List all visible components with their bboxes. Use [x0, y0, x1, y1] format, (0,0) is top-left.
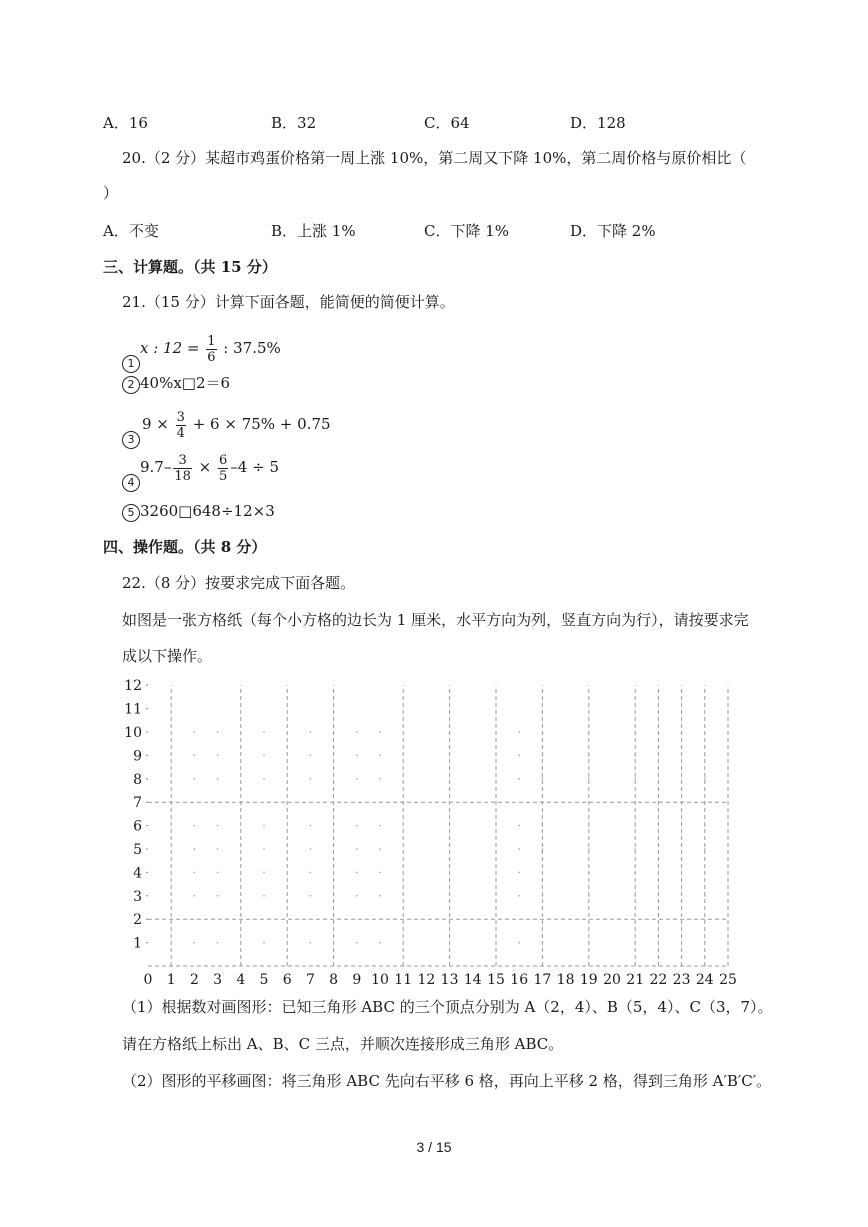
q20-option-c: C．下降 1%: [424, 222, 510, 240]
grid-dot: [356, 755, 358, 757]
grid-dot: [588, 848, 590, 850]
grid-dot: [263, 755, 265, 757]
y-tick-label: 1: [133, 935, 142, 952]
grid-dot: [217, 848, 219, 850]
y-tick-label: 3: [133, 888, 142, 905]
x-tick-label: 13: [440, 972, 459, 988]
q21-item-2: 2 40%x□2＝6: [122, 373, 230, 394]
grid-dot: [310, 825, 312, 827]
x-tick-label: 25: [719, 972, 737, 988]
grid-dot: [634, 755, 636, 757]
grid-dot: [634, 848, 636, 850]
q19-option-a: A．16: [103, 114, 148, 132]
grid-dot: [518, 731, 520, 733]
grid-dot: [217, 872, 219, 874]
grid-dot: [217, 755, 219, 757]
x-tick-label: 11: [394, 972, 413, 988]
x-tick-label: 7: [305, 972, 315, 988]
grid-dot: [194, 895, 196, 897]
grid-dot: [310, 895, 312, 897]
grid-dot: [310, 942, 312, 944]
grid-dot: [634, 942, 636, 944]
grid-dot: [542, 755, 544, 757]
grid-dot: [588, 778, 590, 780]
grid-dot: [518, 872, 520, 874]
grid-dot: [704, 825, 706, 827]
grid-dot: [263, 731, 265, 733]
grid-dot: [588, 872, 590, 874]
grid-dot: [542, 778, 544, 780]
y-tick-label: 4: [133, 865, 142, 882]
grid-dot: [356, 848, 358, 850]
grid-dot: [542, 872, 544, 874]
x-tick-label: 20: [603, 972, 621, 988]
x-tick-label: 16: [510, 972, 529, 988]
x-tick-label: 0: [143, 972, 153, 988]
q20-option-a: A．不变: [103, 222, 159, 240]
grid-dot: [194, 825, 196, 827]
x-tick-label: 2: [189, 972, 199, 988]
q19-option-c: C．64: [424, 114, 470, 132]
section-3-heading: 三、计算题。（共 15 分）: [103, 258, 277, 276]
q20-option-d: D．下降 2%: [570, 222, 656, 240]
grid-dot: [217, 778, 219, 780]
grid-paper-figure: [110, 676, 750, 988]
grid-dot: [542, 731, 544, 733]
grid-dot: [356, 778, 358, 780]
grid-dot: [379, 942, 381, 944]
grid-dot: [194, 755, 196, 757]
q22-stem: 22.（8 分）按要求完成下面各题。: [122, 574, 356, 592]
x-tick-label: 14: [463, 972, 482, 988]
grid-dot: [194, 731, 196, 733]
grid-dot: [194, 942, 196, 944]
y-tick-label: 9: [133, 748, 142, 765]
grid-dot: [588, 825, 590, 827]
circled-number: 3: [122, 431, 140, 449]
q21-item-4: 49.7– $\frac{3}{18}$ × $\frac{6}{5}$ –4 ÷ 5: [122, 450, 279, 492]
q21-stem: 21.（15 分）计算下面各题，能简便的简便计算。: [122, 293, 455, 311]
q22-part-1-line-1: （1）根据数对画图形：已知三角形 ABC 的三个顶点分别为 A（2，4）、B（5，4）、C（3，7）。: [122, 998, 773, 1016]
grid-dot: [356, 731, 358, 733]
grid-dot: [634, 872, 636, 874]
grid-dot: [634, 825, 636, 827]
grid-dot: [588, 731, 590, 733]
q20-option-b: B．上涨 1%: [271, 222, 356, 240]
grid-dot: [263, 872, 265, 874]
grid-dot: [542, 942, 544, 944]
grid-dot: [588, 895, 590, 897]
q22-part-2: （2）图形的平移画图：将三角形 ABC 先向右平移 6 格，再向上平移 2 格，得到三角形 A′B′C′。: [122, 1072, 772, 1090]
page-number: 3 / 15: [416, 1139, 452, 1155]
grid-dot: [379, 778, 381, 780]
q22-description-line-1: 如图是一张方格纸（每个小方格的边长为 1 厘米，水平方向为列，竖直方向为行），请按要求完: [122, 611, 749, 629]
x-tick-label: 15: [487, 972, 505, 988]
grid-dot: [518, 942, 520, 944]
x-tick-label: 17: [533, 972, 552, 988]
grid-dot: [704, 848, 706, 850]
x-tick-label: 22: [649, 972, 668, 988]
grid-dot: [356, 825, 358, 827]
grid-dot: [518, 895, 520, 897]
grid-dot: [379, 731, 381, 733]
grid-dot: [194, 848, 196, 850]
grid-dot: [194, 872, 196, 874]
grid-dot: [704, 755, 706, 757]
grid-dot: [379, 872, 381, 874]
grid-dot: [704, 872, 706, 874]
grid-dot: [379, 848, 381, 850]
grid-dot: [263, 942, 265, 944]
x-tick-label: 5: [259, 972, 269, 988]
grid-dot: [704, 895, 706, 897]
grid-dot: [379, 755, 381, 757]
grid-dot: [518, 848, 520, 850]
q22-part-1-line-2: 请在方格纸上标出 A、B、C 三点，并顺次连接形成三角形 ABC。: [122, 1035, 564, 1053]
grid-dot: [356, 872, 358, 874]
grid-dot: [217, 942, 219, 944]
grid-dot: [356, 895, 358, 897]
grid-dot: [310, 872, 312, 874]
grid-dot: [588, 755, 590, 757]
grid-dot: [379, 825, 381, 827]
x-tick-label: 19: [579, 972, 598, 988]
grid-dot: [379, 895, 381, 897]
y-tick-label: 11: [124, 701, 142, 718]
grid-dot: [310, 731, 312, 733]
grid-dot: [518, 755, 520, 757]
circled-number: 2: [122, 376, 140, 394]
section-4-heading: 四、操作题。（共 8 分）: [103, 538, 267, 556]
grid-dot: [518, 778, 520, 780]
grid-dot: [518, 825, 520, 827]
x-tick-label: 23: [672, 972, 691, 988]
circled-number: 5: [122, 504, 140, 522]
y-tick-label: 6: [133, 818, 142, 835]
q21-item-3: 39 × $\frac{3}{4}$ + 6 × 75% + 0.75: [122, 407, 331, 449]
grid-dot: [217, 895, 219, 897]
grid-dot: [194, 778, 196, 780]
grid-dot: [217, 731, 219, 733]
circled-number: 4: [122, 474, 140, 492]
q20-stem: 20.（2 分）某超市鸡蛋价格第一周上涨 10%，第二周又下降 10%，第二周价格与原价相比（: [122, 149, 747, 167]
grid-dot: [588, 942, 590, 944]
x-tick-label: 21: [626, 972, 645, 988]
grid-dot: [634, 895, 636, 897]
grid-dot: [542, 848, 544, 850]
x-tick-label: 9: [352, 972, 362, 988]
q22-description-line-2: 成以下操作。: [122, 647, 213, 665]
grid-dot: [356, 942, 358, 944]
grid-dot: [634, 731, 636, 733]
x-tick-label: 3: [213, 972, 223, 988]
grid-dot: [704, 942, 706, 944]
x-tick-label: 24: [695, 972, 714, 988]
q19-option-b: B．32: [271, 114, 317, 132]
x-tick-label: 8: [329, 972, 339, 988]
x-tick-label: 4: [236, 972, 246, 988]
y-tick-label: 2: [133, 912, 142, 929]
grid-dot: [704, 731, 706, 733]
grid-dot: [310, 778, 312, 780]
x-tick-label: 10: [371, 972, 389, 988]
grid-dot: [310, 848, 312, 850]
y-tick-label: 8: [133, 771, 142, 788]
q19-option-d: D．128: [570, 114, 626, 132]
grid-dot: [634, 778, 636, 780]
q21-item-1: 1x : 12 = $\frac{1}{6}$ : 37.5%: [122, 331, 281, 373]
grid-dot: [263, 848, 265, 850]
y-tick-label: 12: [124, 678, 142, 695]
grid-dot: [263, 895, 265, 897]
x-tick-label: 6: [282, 972, 292, 988]
q20-stem-end: ）: [103, 184, 119, 202]
grid-dot: [310, 755, 312, 757]
grid-dot: [704, 778, 706, 780]
grid-dot: [263, 825, 265, 827]
grid-dot: [542, 825, 544, 827]
x-tick-label: 18: [556, 972, 575, 988]
grid-dot: [263, 778, 265, 780]
grid-dot: [217, 825, 219, 827]
y-tick-label: 10: [124, 725, 142, 741]
y-tick-label: 7: [133, 795, 142, 812]
q21-item-5: 5 3260□648÷12×3: [122, 501, 275, 522]
x-tick-label: 12: [417, 972, 436, 988]
grid-dot: [542, 895, 544, 897]
circled-number: 1: [122, 355, 140, 373]
x-tick-label: 1: [166, 972, 176, 988]
y-tick-label: 5: [133, 842, 142, 858]
